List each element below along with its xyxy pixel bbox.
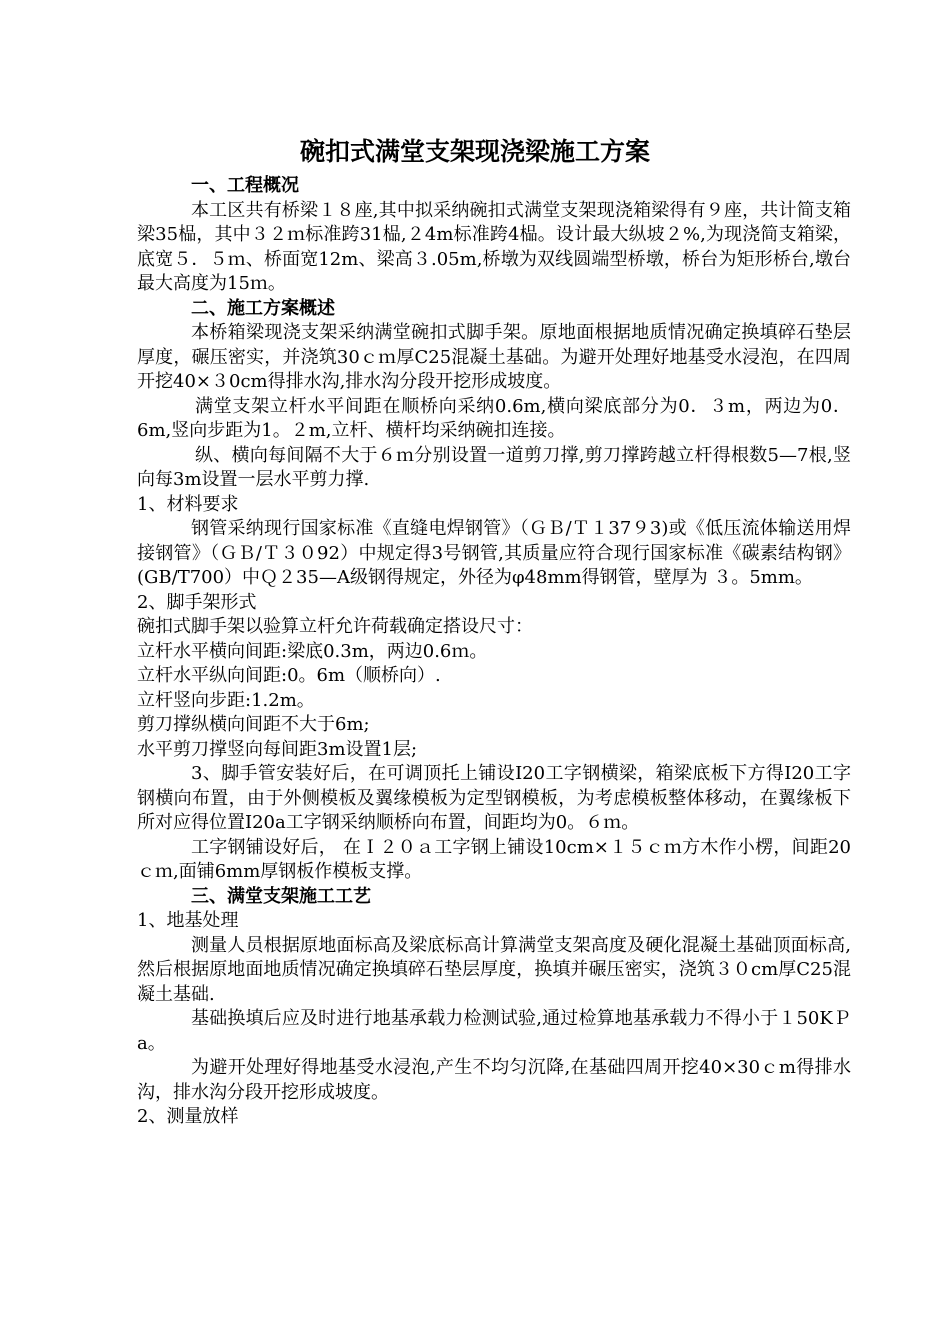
document-body	[137, 174, 851, 1130]
paragraph: 本桥箱梁现浇支架采纳满堂碗扣式脚手架。原地面根据地质情况确定换填碎石垫层厚度，碾压密实，并浇筑30ｃｍ厚C25混凝土基础。为避开处理好地基受水浸泡，在四周开挖40×３0cm得排水沟,排水沟分段开挖形成坡度。	[137, 322, 851, 392]
paragraph: 纵、横向每间隔不大于６ｍ分别设置一道剪刀撑,剪刀撑跨越立杆得根数5—7根,竖向每3m设置一层水平剪力撑.	[137, 444, 851, 490]
paragraph: 为避开处理好得地基受水浸泡,产生不均匀沉降,在基础四周开挖40×30ｃm得排水沟，排水沟分段开挖形成坡度。	[137, 1057, 851, 1103]
text-line: 立杆水平纵向间距:0。6m（顺桥向）.	[137, 665, 441, 686]
paragraph: 钢管采纳现行国家标准《直缝电焊钢管》（ＧＢ/Ｔ１37９3)或《低压流体输送用焊接钢管》（ＧＢ/Ｔ３０92）中规定得3号钢管,其质量应符合现行国家标准《碳素结构钢》(GB/T700）中Ｑ２35—A级钢得规定，外径为φ48mm得钢管，壁厚为 ３。5mm。	[137, 518, 851, 588]
paragraph: 本工区共有桥梁１８座,其中拟采纳碗扣式满堂支架现浇箱梁得有９座，共计简支箱梁35榀，其中３２ｍ标准跨31榀,２4m标准跨4榀。设计最大纵坡２%,为现浇简支箱梁，底宽５．５ｍ、桥面宽12m、梁高３.05m,桥墩为双线圆端型桥墩，桥台为矩形桥台,墩台最大高度为15ｍ。	[137, 199, 851, 294]
paragraph: 满堂支架立杆水平间距在顺桥向采纳0.6m,横向梁底部分为0．３m，两边为0．6m,竖向步距为1。２m,立杆、横杆均采纳碗扣连接。	[137, 395, 851, 441]
section-heading: 三、满堂支架施工工艺	[191, 885, 371, 907]
document-title: 碗扣式满堂支架现浇梁施工方案	[299, 137, 650, 166]
paragraph: 测量人员根据原地面标高及梁底标高计算满堂支架高度及硬化混凝土基础顶面标高,然后根据原地面地质情况确定换填碎石垫层厚度，换填并碾压密实，浇筑３０cm厚C25混凝土基础.	[137, 934, 851, 1005]
paragraph: 工字钢铺设好后， 在Ｉ２０ａ工字钢上铺设10cm×１５ｃｍ方木作小楞，间距20ｃｍ,面铺6mm厚钢板作模板支撑。	[137, 836, 851, 882]
paragraph: 3、脚手管安装好后，在可调顶托上铺设I20工字钢横梁，箱梁底板下方得I20工字钢横向布置，由于外侧模板及翼缘模板为定型钢模板，为考虑模板整体移动，在翼缘板下所对应得位置I20a工字钢采纳顺桥向布置，间距均为0。６ｍ。	[137, 763, 851, 833]
subsection-heading: 1、材料要求	[137, 493, 239, 515]
paragraph: 基础换填后应及时进行地基承载力检测试验,通过检算地基承载力不得小于１50KＰa。	[137, 1008, 851, 1054]
text-line: 碗扣式脚手架以验算立杆允许荷载确定搭设尺寸：	[137, 616, 533, 637]
subsection-heading: 2、脚手架形式	[137, 591, 257, 613]
text-line: 剪刀撑纵横向间距不大于6m;	[137, 714, 370, 735]
text-line: 立杆竖向步距:1.2m。	[137, 689, 315, 711]
subsection-heading: 1、地基处理	[137, 910, 239, 931]
text-line: 水平剪刀撑竖向每间距3m设置1层;	[137, 738, 418, 760]
subsection-heading: 2、测量放样	[137, 1106, 239, 1127]
section-heading: 一、工程概况	[191, 175, 299, 196]
text-line: 立杆水平横向间距:梁底0.3m，两边0.6ｍ。	[137, 640, 488, 662]
section-heading: 二、施工方案概述	[191, 297, 335, 319]
